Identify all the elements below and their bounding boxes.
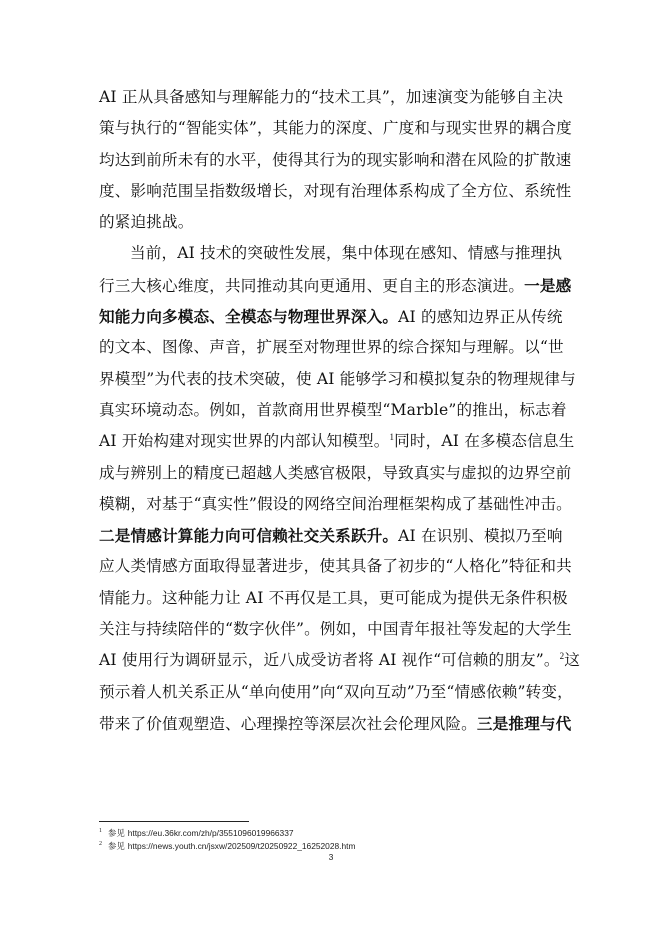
bold-heading-2: 二是情感计算能力向可信赖社交关系跃升。 [99,526,399,546]
paragraph-2-line-10: 二是情感计算能力向可信赖社交关系跃升。AI 在识别、模拟乃至响 [99,526,563,546]
page-number: 3 [328,852,334,862]
footnote-divider [99,821,249,822]
paragraph-1-line-4: 度、影响范围呈指数级增长，对现有治理体系构成了全方位、系统性 [99,181,572,200]
footnote-mark: 1 [99,828,102,835]
footnote-link[interactable]: https://news.youth.cn/jsxw/202509/t20250922_16252028.htm [127,841,356,851]
paragraph-2-line-2: 行三大核心维度，共同推动其向更通用、更自主的形态演进。一是感 [99,275,572,295]
paragraph-2-line-6: 真实环境动态。例如，首款商用世界模型“Marble”的推出，标志着 [99,400,567,419]
footnotes [99,827,562,853]
paragraph-2-line-13: 关注与持续陪伴的“数字伙伴”。例如，中国青年报社等发起的大学生 [99,620,572,639]
paragraph-2-line-11: 应人类情感方面取得显著进步，使其具备了初步的“人格化”特征和共 [99,557,572,576]
paragraph-2-line-8: 成与辨别上的精度已超越人类感官极限，导致真实与虚拟的边界空前 [99,463,572,482]
paragraph-2-line-15: 预示着人机关系正从“单向使用”向“双向互动”乃至“情感依赖”转变， [99,682,573,701]
footnote-label: 参见 [108,841,125,851]
paragraph-1-line-1: AI 正从具备感知与理解能力的“技术工具”，加速演变为能够自主决 [99,88,564,106]
paragraph-2-line-14: AI 使用行为调研显示，近八成受访者将 AI 视作“可信赖的朋友”。$^2$这 [99,651,581,670]
footnote-1 [99,827,562,840]
footnote-ref-1[interactable]: 1 [389,432,395,443]
footnote-label: 参见 [108,828,125,838]
body-text [99,82,581,739]
bold-heading-3: 三是推理与代 [476,713,572,733]
paragraph-1-line-3: 均达到前所未有的水平，使得其行为的现实影响和潜在风险的扩散速 [99,150,572,169]
bold-heading-1: 一是感 [524,275,572,295]
footnote-link[interactable]: https://eu.36kr.com/zh/p/3551096019966337 [127,828,294,838]
footnote-ref-2[interactable]: 2 [559,651,565,662]
paragraph-2-line-1: 当前，AI 技术的突破性发展，集中体现在感知、情感与推理执 [130,244,563,263]
paragraph-2-line-4: 的文本、图像、声音，扩展至对物理世界的综合探知与理解。以“世 [99,338,564,357]
footnote-mark: 2 [99,841,102,848]
paragraph-2-line-5: 界模型”为代表的技术突破，使 AI 能够学习和模拟复杂的物理规律与 [99,369,576,388]
paragraph-1-line-5: 的紧迫挑战。 [99,213,194,232]
paragraph-2-line-12: 情能力。这种能力让 AI 不再仅是工具，更可能成为提供无条件积极 [99,588,568,607]
paragraph-2-line-16: 带来了价值观塑造、心理操控等深层次社会伦理风险。三是推理与代 [99,713,572,733]
paragraph-2-line-7: AI 开始构建对现实世界的内部认知模型。$^1$同时，AI 在多模态信息生 [99,432,575,451]
bold-heading-1-cont: 知能力向多模态、全模态与物理世界深入。 [99,307,399,327]
paragraph-1-line-2: 策与执行的“智能实体”，其能力的深度、广度和与现实世界的耦合度 [99,119,572,138]
paragraph-2-line-9: 模糊，对基于“真实性”假设的网络空间治理框架构成了基础性冲击。 [99,494,572,513]
paragraph-2-line-3: 知能力向多模态、全模态与物理世界深入。AI 的感知边界正从传统 [99,307,563,327]
